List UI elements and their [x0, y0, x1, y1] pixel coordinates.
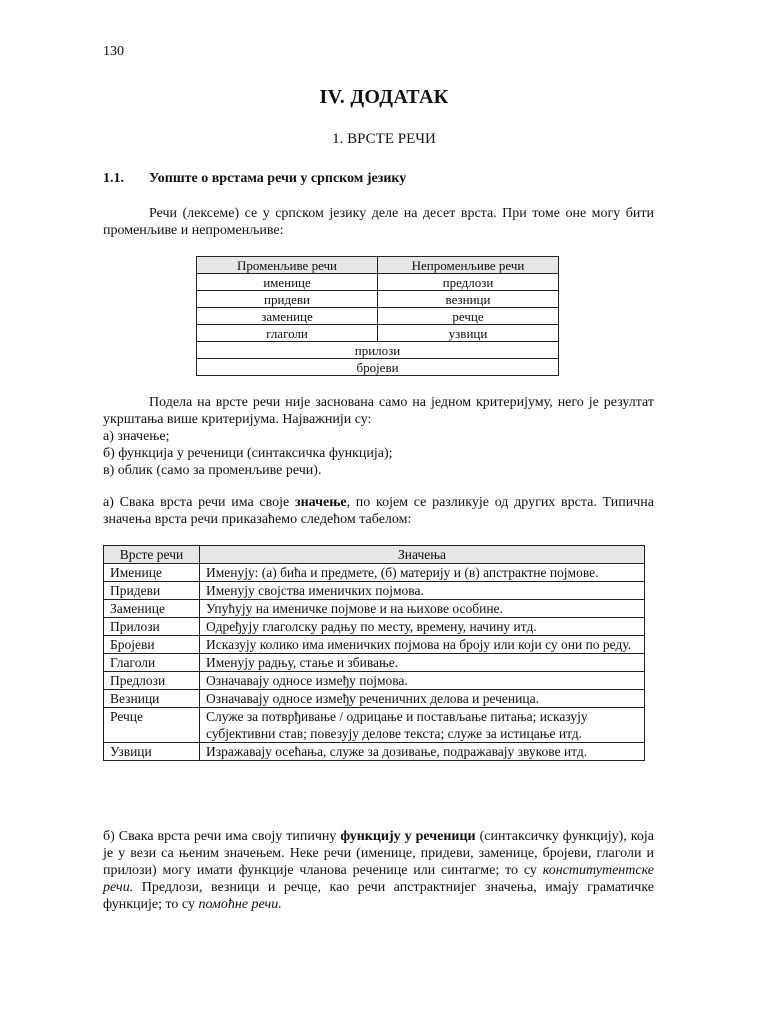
unchangeable-word-class: речце — [378, 308, 559, 325]
table-row — [197, 342, 559, 359]
subsection-title: Уопште о врстама речи у српском језику — [149, 171, 407, 186]
word-class-cell: Именице — [104, 564, 200, 582]
shared-word-class: прилози — [197, 342, 559, 359]
word-class-cell: Придеви — [104, 582, 200, 600]
table-row — [197, 325, 559, 342]
table-row — [104, 672, 645, 690]
meaning-cell: Служе за потврђивање / одрицање и постављање питања; исказују субјективни став; повезују делове текста; служе за истицање итд. — [200, 708, 645, 743]
section-title: 1. ВРСТЕ РЕЧИ — [332, 131, 436, 147]
meaning-table — [103, 545, 645, 761]
criterion-a: а) значење; — [103, 429, 170, 444]
table-row — [104, 743, 645, 761]
function-italic-2: помоћне речи. — [198, 897, 282, 912]
unchangeable-word-class: везници — [378, 291, 559, 308]
header-meanings: Значења — [200, 546, 645, 564]
table-row — [104, 654, 645, 672]
table-row — [197, 291, 559, 308]
table-row — [104, 690, 645, 708]
function-text-2: (синтаксичку функцију), која је у вези са њеним значењем. Неке речи (именице, придеви, заменице, бројеви, глаголи и прилози) могу имати функције чланова реченице или синтагме; то су — [103, 829, 654, 878]
chapter-title: IV. ДОДАТАК — [319, 86, 449, 108]
shared-word-class: бројеви — [197, 359, 559, 376]
word-class-table — [196, 256, 559, 376]
meaning-cell: Именују радњу, стање и збивање. — [200, 654, 645, 672]
word-class-cell: Бројеви — [104, 636, 200, 654]
table-row — [197, 308, 559, 325]
subsection-number: 1.1. — [103, 171, 124, 186]
word-class-cell: Прилози — [104, 618, 200, 636]
word-class-cell: Речце — [104, 708, 200, 743]
criterion-b: б) функција у реченици (синтаксичка функција); — [103, 446, 393, 461]
meaning-cell: Означавају односе између реченичних делова и реченица. — [200, 690, 645, 708]
unchangeable-word-class: предлози — [378, 274, 559, 291]
criteria-paragraph: Подела на врсте речи није заснована само на једном критеријуму, него је резултат укрштања више критеријума. Најважнији су: — [103, 395, 654, 427]
word-class-cell: Узвици — [104, 743, 200, 761]
page-number: 130 — [103, 44, 124, 59]
function-text-1: б) Свака врста речи има своју типичну — [103, 829, 341, 844]
meaning-bold: значење — [294, 495, 347, 510]
criterion-c: в) облик (само за променљиве речи). — [103, 463, 322, 478]
unchangeable-word-class: узвици — [378, 325, 559, 342]
table-row — [104, 582, 645, 600]
meaning-text-1: а) Свака врста речи има своје — [103, 495, 295, 510]
changeable-word-class: заменице — [197, 308, 378, 325]
table-row — [197, 359, 559, 376]
meaning-cell: Именују: (а) бића и предмете, (б) материју и (в) апстрактне појмове. — [200, 564, 645, 582]
table-header-row — [197, 257, 559, 274]
word-class-cell: Заменице — [104, 600, 200, 618]
word-class-cell: Глаголи — [104, 654, 200, 672]
table-header-row — [104, 546, 645, 564]
table-row — [104, 600, 645, 618]
table-row — [104, 636, 645, 654]
meaning-cell: Одређују глаголску радњу по месту, времену, начину итд. — [200, 618, 645, 636]
meaning-cell: Изражавају осећања, служе за дозивање, подражавају звукове итд. — [200, 743, 645, 761]
header-word-classes: Врсте речи — [104, 546, 200, 564]
meaning-cell: Исказују колико има именичких појмова на броју или који су они по реду. — [200, 636, 645, 654]
intro-paragraph: Речи (лексеме) се у српском језику деле на десет врста. При томе оне могу бити променљиве и непроменљиве: — [103, 206, 654, 238]
function-italic-1: конститутентске речи. — [103, 863, 654, 895]
function-bold: функцију у реченици — [340, 829, 476, 844]
header-unchangeable: Непроменљиве речи — [378, 257, 559, 274]
changeable-word-class: именице — [197, 274, 378, 291]
word-class-cell: Предлози — [104, 672, 200, 690]
meaning-cell: Именују својства именичких појмова. — [200, 582, 645, 600]
header-changeable: Променљиве речи — [197, 257, 378, 274]
word-class-cell: Везници — [104, 690, 200, 708]
table-row — [197, 274, 559, 291]
meaning-cell: Упућују на именичке појмове и на њихове особине. — [200, 600, 645, 618]
function-paragraph — [103, 828, 654, 913]
meaning-cell: Означавају односе између појмова. — [200, 672, 645, 690]
changeable-word-class: придеви — [197, 291, 378, 308]
table-row — [104, 618, 645, 636]
meaning-paragraph — [103, 494, 654, 528]
criteria-block — [103, 394, 654, 479]
meaning-text-2: , по којем се разликује од других врста. Типична значења врста речи приказаћемо следећом табелом: — [103, 495, 654, 527]
table-row — [104, 564, 645, 582]
changeable-word-class: глаголи — [197, 325, 378, 342]
function-text-3: Предлози, везници и речце, као речи апстрактнијег значења, имају граматичке функције; то су — [103, 880, 654, 912]
table-row — [104, 708, 645, 743]
